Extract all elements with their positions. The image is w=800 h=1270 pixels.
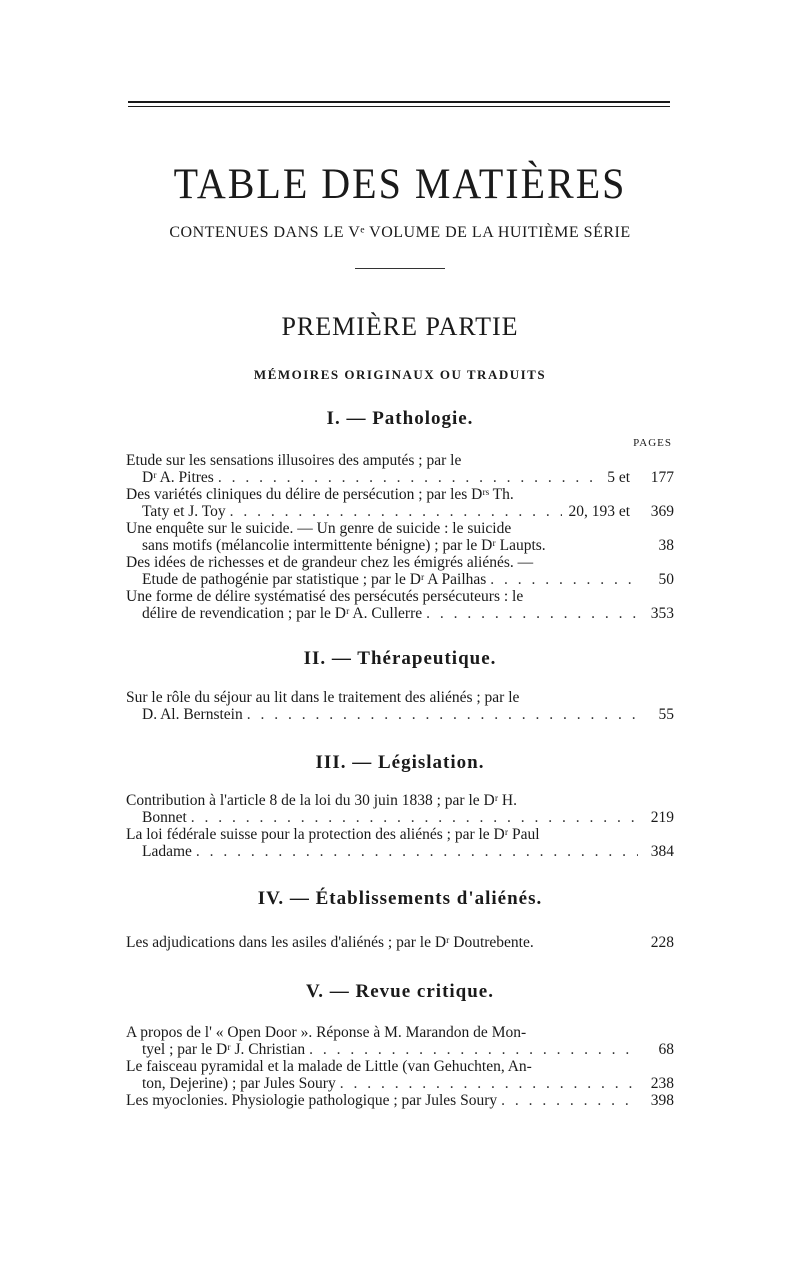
- page-title: TABLE DES MATIÈRES: [173, 159, 627, 208]
- pages-label: PAGES: [633, 437, 672, 449]
- toc-entry: [126, 934, 674, 951]
- entry-line: Des variétés cliniques du délire de persécution ; par les Dʳˢ Th.: [126, 486, 514, 503]
- dot-leader: [191, 809, 638, 826]
- entry-ref: 20, 193 et: [568, 503, 630, 520]
- dot-leader: [309, 1041, 638, 1058]
- entry-line: Le faisceau pyramidal et la malade de Little (van Gehuchten, An-: [126, 1058, 532, 1075]
- dot-leader: [426, 605, 638, 622]
- entry-line: Etude de pathogénie par statistique ; par le Dʳ A Pailhas: [142, 571, 487, 588]
- entry-line: A propos de l' « Open Door ». Réponse à M. Marandon de Mon-: [126, 1024, 527, 1041]
- toc-entry: [126, 792, 674, 826]
- toc-entry: [126, 452, 674, 486]
- dot-leader: [247, 706, 638, 723]
- entry-line: délire de revendication ; par le Dʳ A. Cullerre: [142, 605, 423, 622]
- page-number: 353: [650, 605, 674, 622]
- page-number: 369: [650, 503, 674, 520]
- page-number: 238: [650, 1075, 674, 1092]
- dot-leader: [218, 469, 601, 486]
- entry-line: Une enquête sur le suicide. — Un genre de suicide : le suicide: [126, 520, 512, 537]
- entry-line: Bonnet: [142, 809, 187, 826]
- entry-line: Dʳ A. Pitres: [142, 469, 214, 486]
- entry-line: Les myoclonies. Physiologie pathologique ; par Jules Soury: [126, 1092, 498, 1109]
- entry-line: Ladame: [142, 843, 192, 860]
- part-subtitle: MÉMOIRES ORIGINAUX OU TRADUITS: [253, 367, 547, 382]
- page-subtitle: CONTENUES DANS LE Vᵉ VOLUME DE LA HUITIÈME SÉRIE: [169, 224, 631, 241]
- section-heading: III. — Législation.: [315, 752, 485, 773]
- entry-line: D. Al. Bernstein: [142, 706, 243, 723]
- entry-ref: 5 et: [607, 469, 630, 486]
- dot-leader: [501, 1092, 638, 1109]
- page-number: 177: [650, 469, 674, 486]
- page-number: 55: [658, 706, 674, 723]
- page-number: 219: [650, 809, 674, 826]
- page-number: 228: [650, 934, 674, 951]
- divider: [355, 268, 445, 269]
- entry-line: ton, Dejerine) ; par Jules Soury: [142, 1075, 336, 1092]
- section-heading: V. — Revue critique.: [306, 981, 494, 1002]
- toc-entry: [126, 689, 674, 723]
- entry-line: Etude sur les sensations illusoires des amputés ; par le: [126, 452, 462, 469]
- dot-leader: [340, 1075, 638, 1092]
- entry-line: Des idées de richesses et de grandeur chez les émigrés aliénés. —: [126, 554, 534, 571]
- entry-line: Contribution à l'article 8 de la loi du 30 juin 1838 ; par le Dʳ H.: [126, 792, 518, 809]
- entry-line: tyel ; par le Dʳ J. Christian: [142, 1041, 306, 1058]
- toc-entry: [126, 486, 674, 520]
- entry-line: Sur le rôle du séjour au lit dans le traitement des aliénés ; par le: [126, 689, 520, 706]
- page-number: 38: [658, 537, 674, 554]
- part-title: PREMIÈRE PARTIE: [281, 312, 519, 341]
- toc-entry: [126, 1024, 674, 1058]
- dot-leader: [196, 843, 638, 860]
- toc-entry: [126, 588, 674, 622]
- top-rule: [128, 101, 670, 103]
- entry-line: Taty et J. Toy: [142, 503, 226, 520]
- section-heading: I. — Pathologie.: [326, 408, 474, 429]
- toc-entry: [126, 554, 674, 588]
- toc-entry: [126, 826, 674, 860]
- entry-line: Une forme de délire systématisé des persécutés persécuteurs : le: [126, 588, 524, 605]
- top-rule: [128, 106, 670, 107]
- entry-line: La loi fédérale suisse pour la protection des aliénés ; par le Dʳ Paul: [126, 826, 540, 843]
- dot-leader: [490, 571, 638, 588]
- toc-entry: [126, 1058, 674, 1092]
- entry-line: sans motifs (mélancolie intermittente bénigne) ; par le Dʳ Laupts.: [142, 537, 546, 554]
- page-number: 398: [650, 1092, 674, 1109]
- page-number: 50: [658, 571, 674, 588]
- entry-line: Les adjudications dans les asiles d'aliénés ; par le Dʳ Doutrebente.: [126, 934, 534, 951]
- page-number: 384: [650, 843, 674, 860]
- section-heading: II. — Thérapeutique.: [303, 648, 497, 669]
- toc-entry: [126, 520, 674, 554]
- page-number: 68: [658, 1041, 674, 1058]
- toc-entry: [126, 1092, 674, 1109]
- section-heading: IV. — Établissements d'aliénés.: [257, 888, 543, 909]
- dot-leader: [230, 503, 563, 520]
